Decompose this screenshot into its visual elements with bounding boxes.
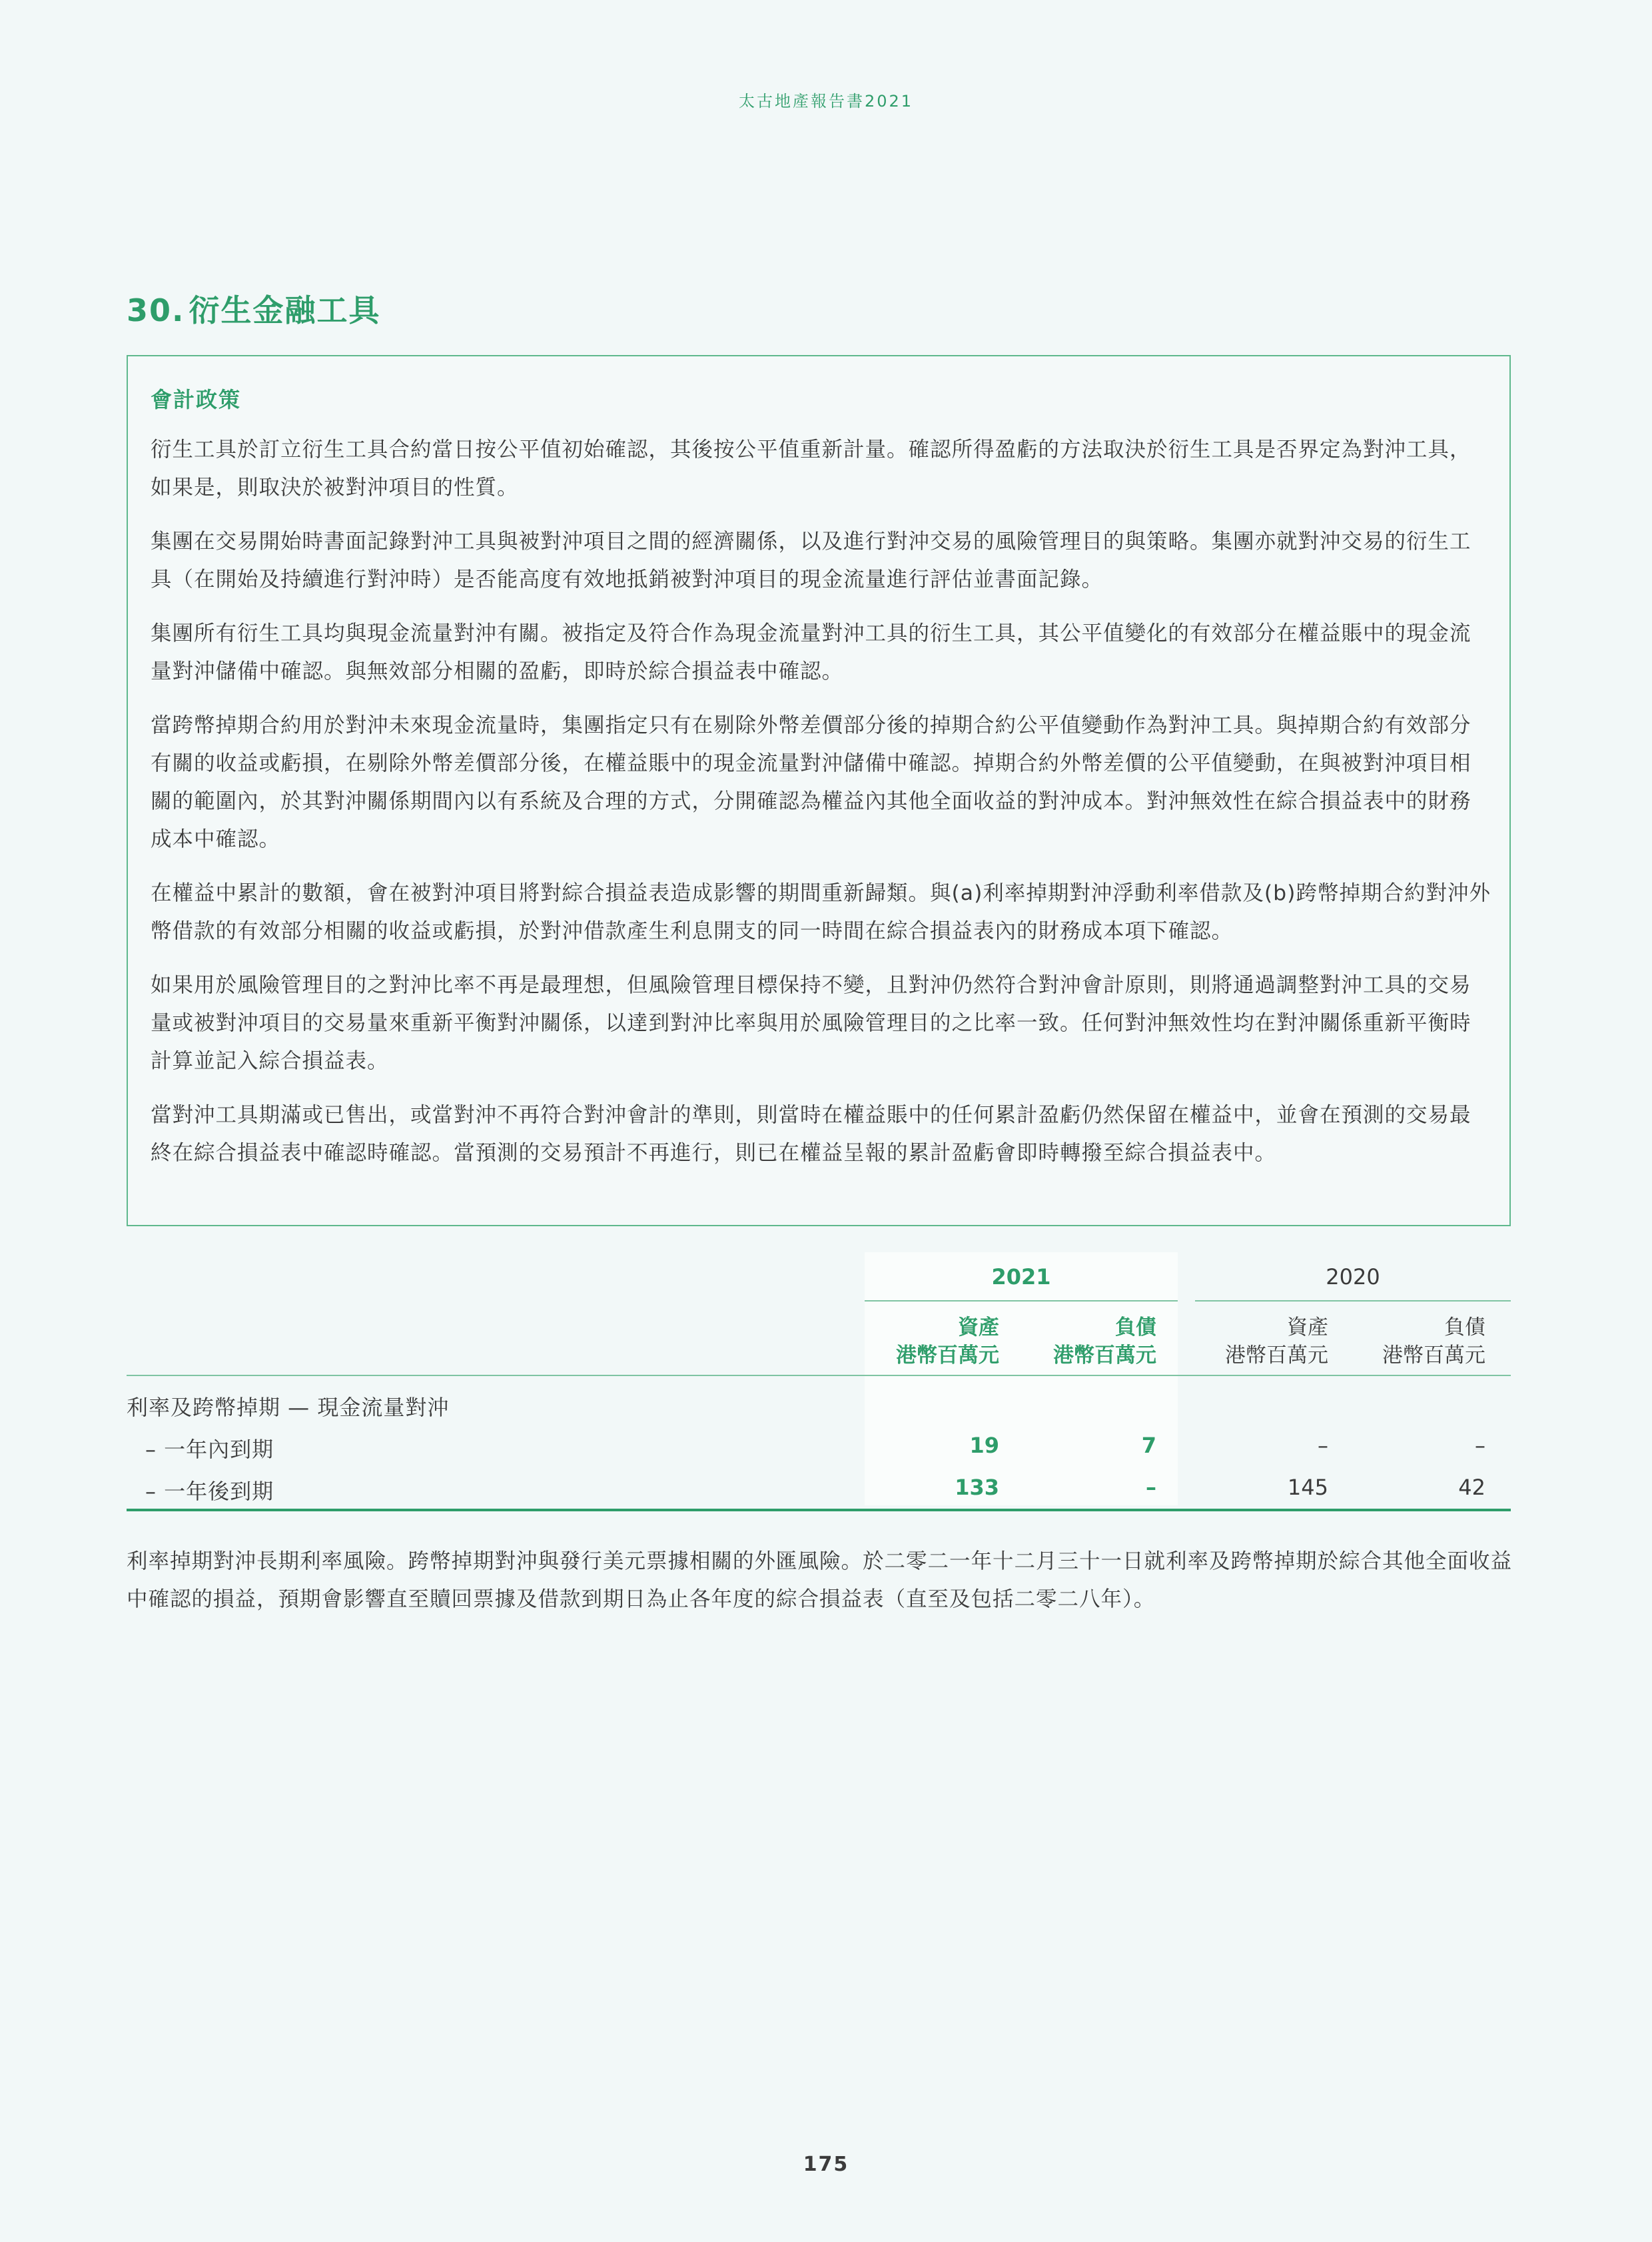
year-underline-prior: [1195, 1300, 1511, 1302]
table-bottom-rule: [127, 1509, 1511, 1511]
table-cell: 7: [1141, 1433, 1156, 1458]
policy-paragraph: 當對沖工具期滿或已售出，或當對沖不再符合對沖會計的準則，則當時在權益賬中的任何累計盈虧仍然保留在權益中，並會在預測的交易最終在綜合損益表中確認時確認。當預測的交易預計不再進行，則已在權益呈報的累計盈虧會即時轉撥至綜合損益表中。: [151, 1103, 1471, 1165]
current-year-column-highlight: [865, 1252, 1178, 1505]
col-header-liabilities-2021: [1017, 1313, 1156, 1369]
policy-paragraph: 在權益中累計的數額，會在被對沖項目將對綜合損益表造成影響的期間重新歸類。與(a)利率掉期對沖浮動利率借款及(b)跨幣掉期合約對沖外幣借款的有效部分相關的收益或虧損，於對沖借款產生利息開支的同一時間在綜合損益表內的財務成本項下確認。: [151, 881, 1491, 943]
col-header-label: 負債: [1115, 1315, 1156, 1339]
table-cell: –: [1318, 1433, 1328, 1458]
col-header-assets-2021: [859, 1313, 999, 1369]
derivatives-table: [127, 1252, 1511, 1513]
policy-paragraph: 如果用於風險管理目的之對沖比率不再是最理想，但風險管理目標保持不變，且對沖仍然符合對沖會計原則，則將通過調整對沖工具的交易量或被對沖項目的交易量來重新平衡對沖關係，以達到對沖比率與用於風險管理目的之比率一致。任何對沖無效性均在對沖關係重新平衡時計算並記入綜合損益表。: [151, 973, 1471, 1073]
footnote-paragraph: 利率掉期對沖長期利率風險。跨幣掉期對沖與發行美元票據相關的外匯風險。於二零二一年十二月三十一日就利率及跨幣掉期於綜合其他全面收益中確認的損益，預期會影響直至贖回票據及借款到期日為止各年度的綜合損益表（直至及包括二零二八年）。: [127, 1549, 1513, 1611]
policy-paragraph: 當跨幣掉期合約用於對沖未來現金流量時，集團指定只有在剔除外幣差價部分後的掉期合約公平值變動作為對沖工具。與掉期合約有效部分有關的收益或虧損，在剔除外幣差價部分後，在權益賬中的現金流量對沖儲備中確認。掉期合約外幣差價的公平值變動，在與被對沖項目相關的範圍內，於其對沖關係期間內以有系統及合理的方式，分開確認為權益內其他全面收益的對沖成本。對沖無效性在綜合損益表中的財務成本中確認。: [151, 713, 1471, 851]
col-header-unit: 港幣百萬元: [896, 1343, 999, 1367]
table-cell: –: [1146, 1475, 1156, 1500]
col-header-unit: 港幣百萬元: [1382, 1343, 1485, 1367]
col-header-assets-2020: [1188, 1313, 1328, 1369]
table-cell: –: [1475, 1433, 1485, 1458]
col-header-unit: 港幣百萬元: [1053, 1343, 1156, 1367]
year-underline-current: [865, 1300, 1178, 1302]
col-header-label: 負債: [1444, 1315, 1485, 1339]
table-group-label: 利率及跨幣掉期 — 現金流量對沖: [127, 1395, 450, 1420]
section-number: 30.: [127, 292, 185, 328]
year-header-current: 2021: [991, 1264, 1051, 1290]
policy-paragraph: 集團在交易開始時書面記錄對沖工具與被對沖項目之間的經濟關係，以及進行對沖交易的風險管理目的與策略。集團亦就對沖交易的衍生工具（在開始及持續進行對沖時）是否能高度有效地抵銷被對沖項目的現金流量進行評估並書面記錄。: [151, 530, 1471, 591]
section-title: [127, 286, 381, 330]
table-row-label: – 一年內到期: [145, 1437, 274, 1462]
header-divider: [127, 1375, 1511, 1376]
policy-heading: 會計政策: [151, 387, 242, 412]
table-cell: 19: [969, 1433, 999, 1458]
col-header-label: 資產: [958, 1315, 999, 1339]
accounting-policy-box: [127, 355, 1511, 1226]
col-header-unit: 港幣百萬元: [1225, 1343, 1328, 1367]
col-header-label: 資產: [1287, 1315, 1328, 1339]
table-cell: 133: [955, 1475, 999, 1500]
page-number: 175: [803, 2153, 849, 2176]
col-header-liabilities-2020: [1346, 1313, 1485, 1369]
running-header: 太古地產報告書2021: [738, 92, 914, 111]
year-header-prior: 2020: [1326, 1264, 1380, 1290]
table-cell: 145: [1287, 1475, 1328, 1500]
table-row-label: – 一年後到期: [145, 1479, 274, 1504]
section-title-text: 衍生金融工具: [189, 292, 381, 328]
policy-body: [151, 431, 1491, 1188]
policy-paragraph: 衍生工具於訂立衍生工具合約當日按公平值初始確認，其後按公平值重新計量。確認所得盈虧的方法取決於衍生工具是否界定為對沖工具，如果是，則取決於被對沖項目的性質。: [151, 438, 1471, 500]
table-cell: 42: [1458, 1475, 1485, 1500]
policy-paragraph: 集團所有衍生工具均與現金流量對沖有關。被指定及符合作為現金流量對沖工具的衍生工具，其公平值變化的有效部分在權益賬中的現金流量對沖儲備中確認。與無效部分相關的盈虧，即時於綜合損益表中確認。: [151, 621, 1471, 683]
